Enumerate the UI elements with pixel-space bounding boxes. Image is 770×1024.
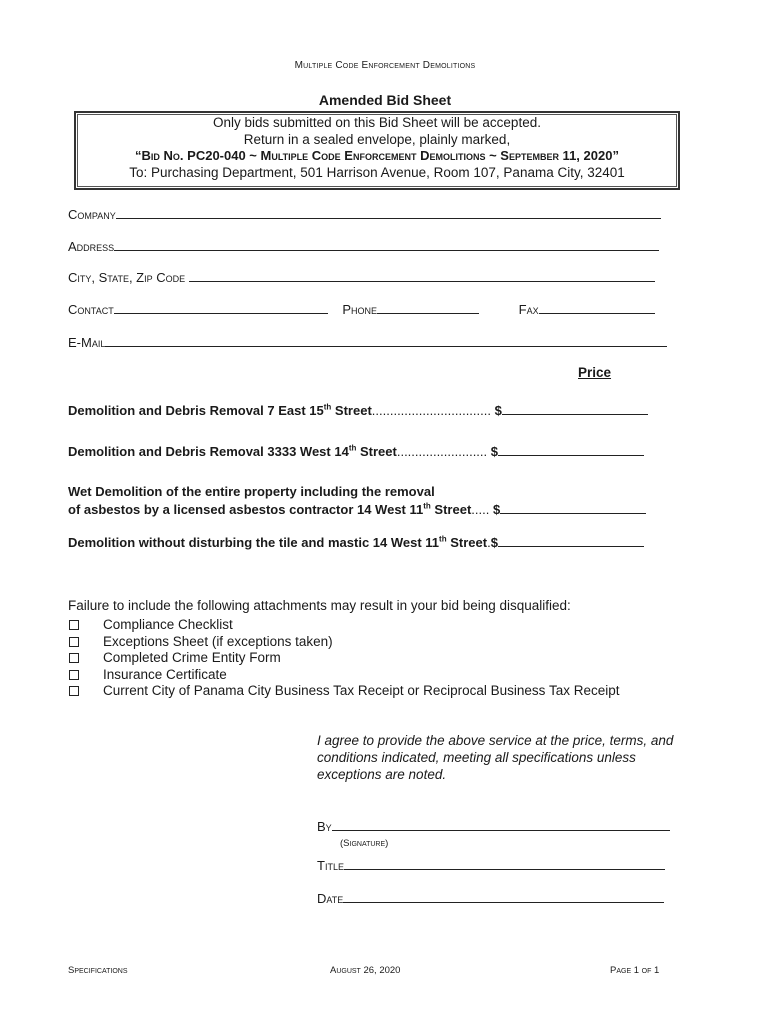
ordinal-suffix: th <box>439 534 447 544</box>
notice-box <box>74 111 680 190</box>
bid-item-label: Demolition and Debris Removal 3333 West 14 <box>68 444 349 459</box>
address-field[interactable] <box>68 238 659 254</box>
checklist-item-label: Current City of Panama City Business Tax Receipt or Reciprocal Business Tax Receipt <box>103 683 620 698</box>
checklist-item <box>68 634 619 651</box>
date-field[interactable] <box>317 890 664 906</box>
contact-line[interactable] <box>114 301 328 314</box>
page-title: Amended Bid Sheet <box>318 92 452 108</box>
checklist-item <box>68 617 619 634</box>
date-line[interactable] <box>343 890 664 903</box>
bid-item-1 <box>68 402 648 418</box>
footer-left: Specifications <box>68 965 128 976</box>
bid-number-line: “Bid No. PC20-040 ~ Multiple Code Enforcement Demolitions ~ September 11, 2020” <box>135 148 619 163</box>
attachments-checklist <box>68 617 619 700</box>
bid-item-3 <box>68 484 646 517</box>
city-state-zip-label: City, State, Zip Code <box>68 270 186 285</box>
notice-address-line: To: Purchasing Department, 501 Harrison Avenue, Room 107, Panama City, 32401 <box>129 164 625 180</box>
email-field[interactable] <box>68 334 667 350</box>
fax-line[interactable] <box>539 301 655 314</box>
price-heading: Price <box>578 365 612 380</box>
checklist-item-label: Compliance Checklist <box>103 617 233 632</box>
currency-sign: $ <box>490 444 498 459</box>
signature-caption: (Signature) <box>340 838 389 849</box>
checkbox[interactable] <box>69 670 79 680</box>
address-label: Address <box>68 239 115 254</box>
signature-field[interactable] <box>317 818 670 834</box>
bid-item-label-end: Street <box>430 502 472 517</box>
city-state-zip-line[interactable] <box>189 269 655 282</box>
page-number: Page 1 of 1 <box>610 965 660 976</box>
currency-sign: $ <box>494 403 502 418</box>
title-line[interactable] <box>344 857 665 870</box>
price-input-line[interactable] <box>500 501 646 514</box>
address-line[interactable] <box>114 238 659 251</box>
date-label: Date <box>317 891 344 906</box>
bid-item-label-end: Street <box>446 535 488 550</box>
bid-item-4 <box>68 534 644 550</box>
agreement-statement: I agree to provide the above service at the price, terms, and conditions indicated, meeting all specifications unless exceptions are noted. <box>317 733 674 782</box>
title-label: Title <box>317 858 344 873</box>
checkbox[interactable] <box>69 637 79 647</box>
price-input-line[interactable] <box>498 443 644 456</box>
company-field[interactable] <box>68 206 661 222</box>
leader-dots: . <box>487 535 491 550</box>
checklist-item <box>68 683 619 700</box>
company-label: Company <box>68 207 116 222</box>
email-line[interactable] <box>105 334 667 347</box>
bid-item-label: of asbestos by a licensed asbestos contractor 14 West 11 <box>68 502 424 517</box>
running-header: Multiple Code Enforcement Demolitions <box>294 60 476 71</box>
bid-item-label-line1: Wet Demolition of the entire property including the removal <box>68 484 435 499</box>
title-field[interactable] <box>317 857 665 873</box>
phone-line[interactable] <box>377 301 479 314</box>
leader-dots: ..... <box>471 502 490 517</box>
leader-dots: ................................. <box>371 403 491 418</box>
bid-item-2 <box>68 443 644 459</box>
bid-item-label-end: Street <box>331 403 372 418</box>
currency-sign: $ <box>492 502 501 517</box>
fax-label: Fax <box>518 302 539 317</box>
city-state-zip-field[interactable] <box>68 269 655 285</box>
footer-date: August 26, 2020 <box>330 965 401 976</box>
by-label: By <box>317 819 332 834</box>
signature-line[interactable] <box>332 818 670 831</box>
ordinal-suffix: th <box>348 443 357 453</box>
notice-line-2: Return in a sealed envelope, plainly marked, <box>243 131 511 147</box>
checklist-item-label: Insurance Certificate <box>103 666 227 682</box>
company-line[interactable] <box>116 206 661 219</box>
contact-phone-fax-row <box>68 301 655 317</box>
price-input-line[interactable] <box>498 534 644 547</box>
ordinal-suffix: th <box>323 402 332 412</box>
bid-item-label: Demolition without disturbing the tile and mastic 14 West 11 <box>68 535 440 550</box>
bid-item-label: Demolition and Debris Removal 7 East 15 <box>68 403 324 418</box>
checklist-item-label: Exceptions Sheet (if exceptions taken) <box>103 633 333 649</box>
price-input-line[interactable] <box>502 402 648 415</box>
ordinal-suffix: th <box>423 501 431 511</box>
checklist-item <box>68 667 619 684</box>
attachments-intro: Failure to include the following attachments may result in your bid being disqualified: <box>68 598 571 613</box>
email-label: E-Mail <box>68 335 106 350</box>
checklist-item-label: Completed Crime Entity Form <box>103 650 281 665</box>
bid-item-label-end: Street <box>356 444 397 459</box>
phone-label: Phone <box>342 302 378 317</box>
notice-line-1: Only bids submitted on this Bid Sheet will be accepted. <box>213 115 541 130</box>
checkbox[interactable] <box>69 653 79 663</box>
checklist-item <box>68 650 619 667</box>
checkbox[interactable] <box>69 686 79 696</box>
leader-dots: ......................... <box>396 444 488 459</box>
currency-sign: $ <box>490 535 498 550</box>
contact-label: Contact <box>68 302 114 317</box>
checkbox[interactable] <box>69 620 79 630</box>
